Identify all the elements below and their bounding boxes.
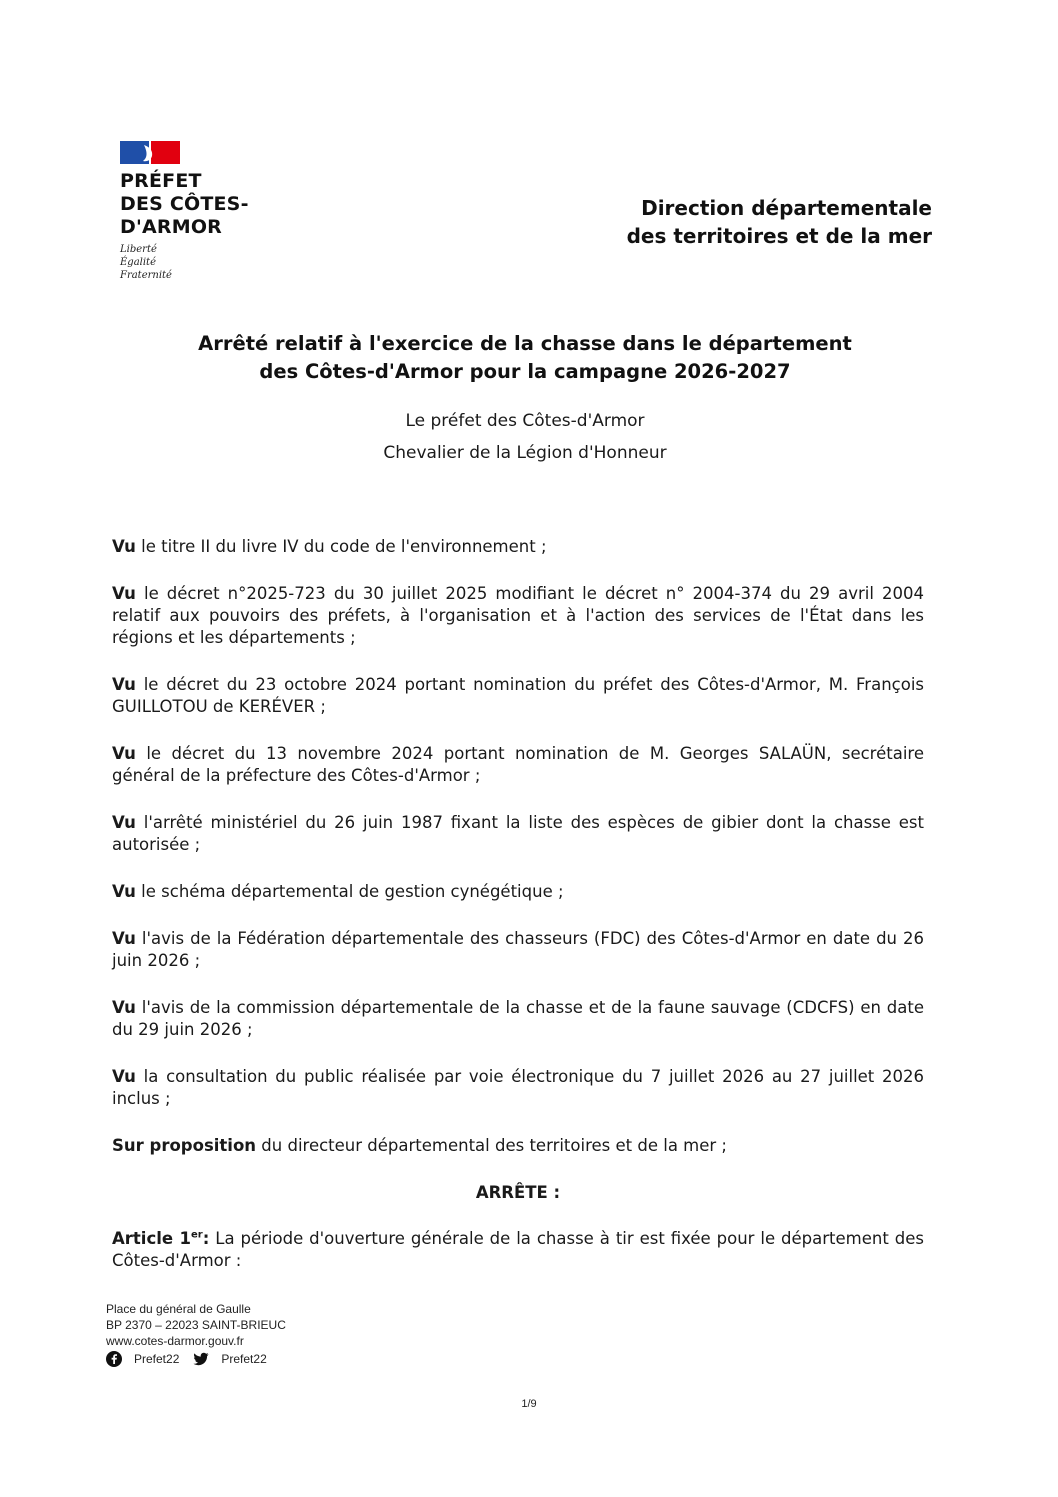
facebook-icon — [106, 1351, 122, 1367]
prefect-name: PRÉFET DES CÔTES- D'ARMOR — [120, 170, 249, 238]
marianne-flag-icon — [120, 141, 180, 164]
twitter-handle: Prefet22 — [221, 1352, 267, 1366]
article-1-label: Article 1er: — [112, 1229, 210, 1248]
signatory-honour: Chevalier de la Légion d'Honneur — [383, 443, 667, 463]
page-number: 1/9 — [521, 1398, 537, 1410]
considerant: Vu l'arrêté ministériel du 26 juin 1987 fixant la liste des espèces de gibier dont la chasse est autorisée ; — [112, 813, 924, 854]
document-body — [112, 536, 924, 1272]
twitter-icon — [193, 1351, 209, 1367]
facebook-handle: Prefet22 — [134, 1352, 180, 1366]
proposal: Sur proposition du directeur départemental des territoires et de la mer ; — [112, 1136, 727, 1155]
signatory-title: Le préfet des Côtes-d'Armor — [405, 411, 645, 431]
footer-website: www.cotes-darmor.gouv.fr — [106, 1334, 244, 1348]
considerant: Vu l'avis de la commission départementale de la chasse et de la faune sauvage (CDCFS) en date du 29 juin 2026 ; — [112, 998, 924, 1039]
arrete-heading: ARRÊTE : — [475, 1183, 561, 1202]
considerant: Vu l'avis de la Fédération départementale des chasseurs (FDC) des Côtes-d'Armor en date du 26 juin 2026 ; — [112, 929, 924, 970]
footer-address-line1: Place du général de Gaulle — [106, 1302, 251, 1316]
republic-motto: Liberté Égalité Fraternité — [120, 244, 172, 281]
considerant: Vu le schéma départemental de gestion cynégétique ; — [112, 882, 564, 901]
prefecture-logo — [120, 141, 300, 282]
considerant: Vu le décret du 23 octobre 2024 portant nomination du préfet des Côtes-d'Armor, M. François GUILLOTOU de KERÉVER ; — [112, 675, 924, 716]
page-footer — [106, 1301, 286, 1367]
considerant: Vu le titre II du livre IV du code de l'environnement ; — [112, 537, 547, 556]
considerant: Vu le décret n°2025-723 du 30 juillet 2025 modifiant le décret n° 2004-374 du 29 avril 2004 relatif aux pouvoirs des préfets, à l'organisation et à l'action des services de l'État dans les régions et les départements ; — [112, 584, 924, 647]
footer-address-line2: BP 2370 – 22023 SAINT-BRIEUC — [106, 1318, 286, 1332]
considerant: Vu la consultation du public réalisée par voie électronique du 7 juillet 2026 au 27 juillet 2026 inclus ; — [112, 1067, 924, 1108]
article-1: Article 1er: La période d'ouverture générale de la chasse à tir est fixée pour le département des Côtes-d'Armor : — [112, 1229, 924, 1270]
considerant: Vu le décret du 13 novembre 2024 portant nomination de M. Georges SALAÜN, secrétaire général de la préfecture des Côtes-d'Armor ; — [112, 744, 924, 785]
issuing-direction: Direction départementale des territoires et de la mer — [626, 196, 932, 248]
social-links — [106, 1351, 286, 1367]
document-title: Arrêté relatif à l'exercice de la chasse dans le département des Côtes-d'Armor pour la campagne 2026-2027 — [198, 332, 852, 383]
